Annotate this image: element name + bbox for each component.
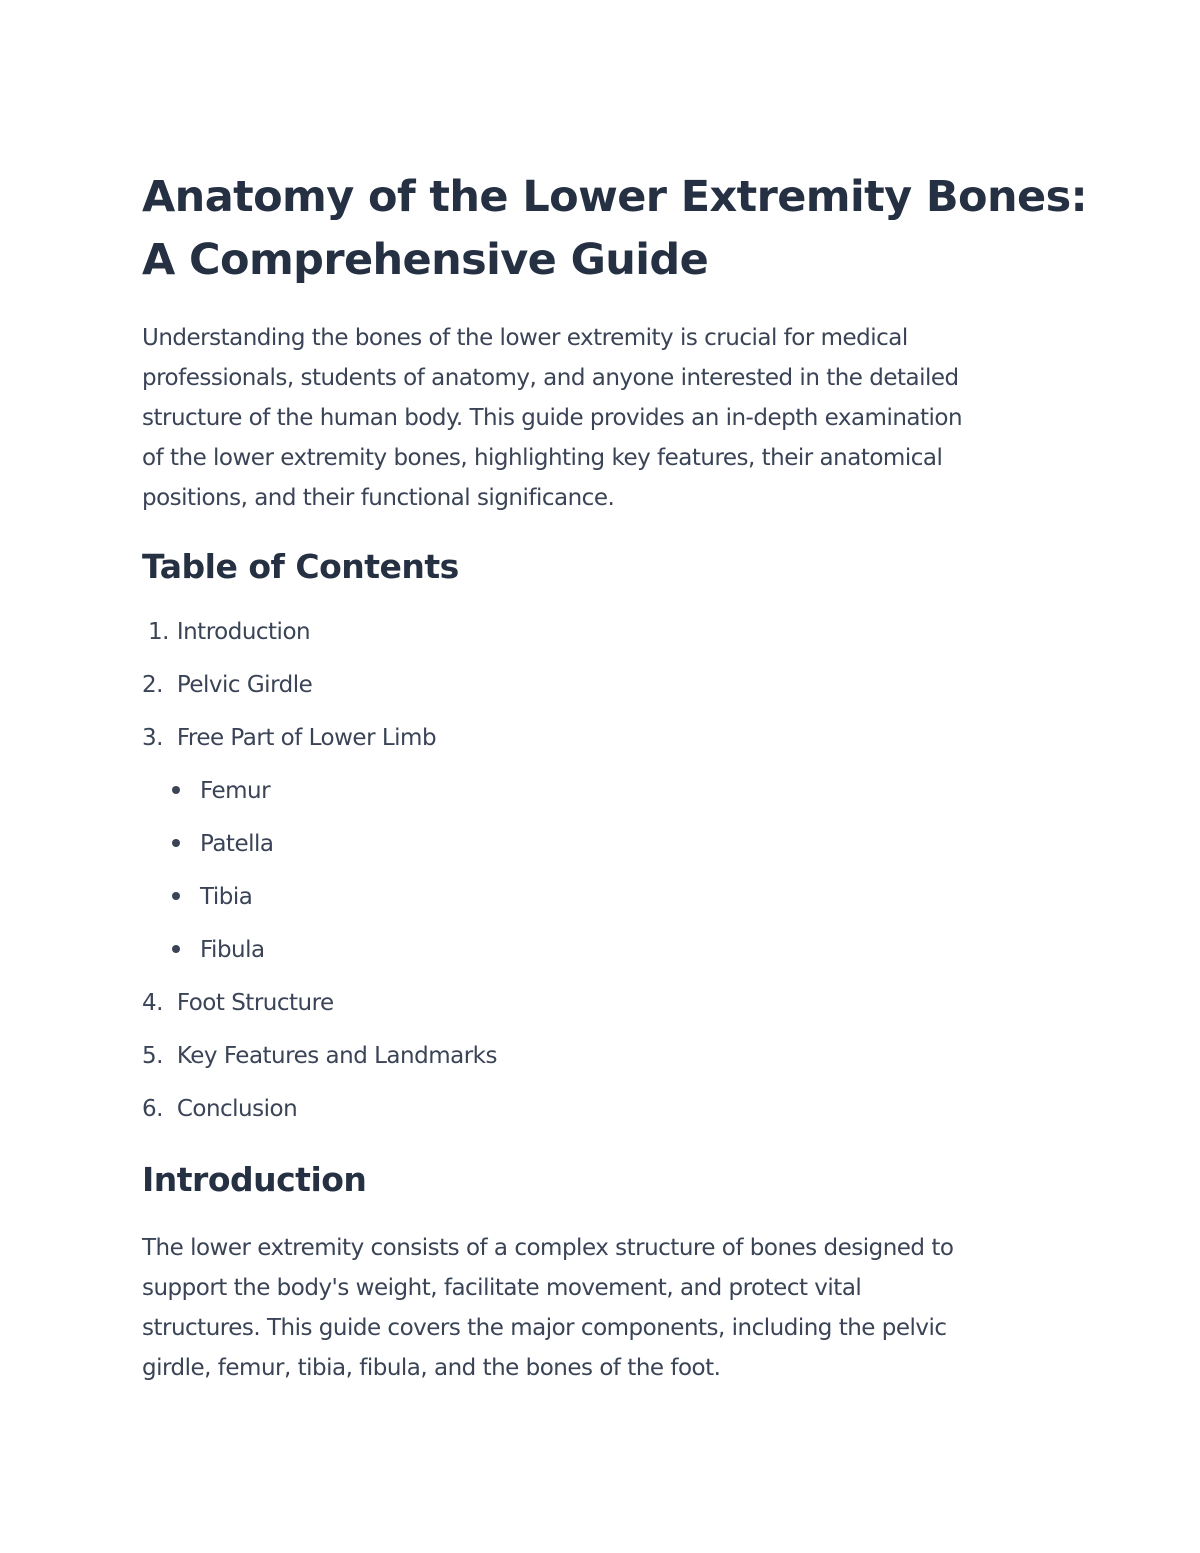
- intro-line: Understanding the bones of the lower extremity is crucial for medical: [142, 325, 908, 351]
- title-line-2: A Comprehensive Guide: [142, 235, 709, 285]
- toc-item-number: 5.: [142, 1043, 163, 1069]
- toc-item-label: Introduction: [176, 619, 311, 645]
- introduction-line: girdle, femur, tibia, fibula, and the bones of the foot.: [142, 1355, 721, 1381]
- introduction-heading: Introduction: [142, 1160, 367, 1199]
- intro-paragraph: [142, 318, 1062, 518]
- toc-item-number: 4.: [142, 990, 163, 1016]
- bullet-icon: [172, 892, 180, 900]
- toc-item-free-part-of-lower-limb[interactable]: [142, 712, 1062, 765]
- toc-subitem-label: Femur: [200, 778, 271, 804]
- introduction-line: structures. This guide covers the major components, including the pelvic: [142, 1315, 947, 1341]
- toc-item-key-features[interactable]: [142, 1030, 1062, 1083]
- introduction-paragraph: [142, 1228, 1062, 1388]
- toc-subitem-label: Fibula: [200, 937, 265, 963]
- title-line-1: Anatomy of the Lower Extremity Bones:: [142, 172, 1088, 222]
- toc-item-label: Free Part of Lower Limb: [176, 725, 437, 751]
- toc-subitem-fibula[interactable]: [142, 924, 1062, 977]
- toc-item-number: 2.: [142, 672, 163, 698]
- toc-sublist-container: [142, 765, 1062, 977]
- toc-item-foot-structure[interactable]: [142, 977, 1062, 1030]
- introduction-line: The lower extremity consists of a complex structure of bones designed to: [142, 1235, 954, 1261]
- toc-subitem-label: Patella: [200, 831, 274, 857]
- toc-subitem-label: Tibia: [200, 884, 253, 910]
- toc-subitem-patella[interactable]: [142, 818, 1062, 871]
- toc-subitem-tibia[interactable]: [142, 871, 1062, 924]
- table-of-contents: [142, 606, 1062, 1136]
- toc-sublist: [142, 765, 1062, 977]
- toc-subitem-femur[interactable]: [142, 765, 1062, 818]
- bullet-icon: [172, 839, 180, 847]
- intro-line: positions, and their functional significance.: [142, 485, 615, 511]
- intro-line: of the lower extremity bones, highlighting key features, their anatomical: [142, 445, 943, 471]
- toc-item-number: 6.: [142, 1096, 163, 1122]
- bullet-icon: [172, 945, 180, 953]
- toc-item-label: Conclusion: [176, 1096, 298, 1122]
- intro-line: professionals, students of anatomy, and anyone interested in the detailed: [142, 365, 959, 391]
- toc-item-number: 3.: [142, 725, 163, 751]
- toc-item-introduction[interactable]: [142, 606, 1062, 659]
- toc-item-number: 1.: [148, 619, 169, 645]
- toc-item-pelvic-girdle[interactable]: [142, 659, 1062, 712]
- toc-item-label: Foot Structure: [176, 990, 334, 1016]
- intro-line: structure of the human body. This guide provides an in-depth examination: [142, 405, 963, 431]
- toc-item-label: Pelvic Girdle: [176, 672, 313, 698]
- introduction-line: support the body's weight, facilitate movement, and protect vital: [142, 1275, 862, 1301]
- toc-heading: Table of Contents: [142, 547, 459, 586]
- document-title: [142, 166, 1088, 292]
- bullet-icon: [172, 786, 180, 794]
- toc-item-label: Key Features and Landmarks: [176, 1043, 497, 1069]
- document-page: [142, 166, 1088, 1388]
- toc-item-conclusion[interactable]: [142, 1083, 1062, 1136]
